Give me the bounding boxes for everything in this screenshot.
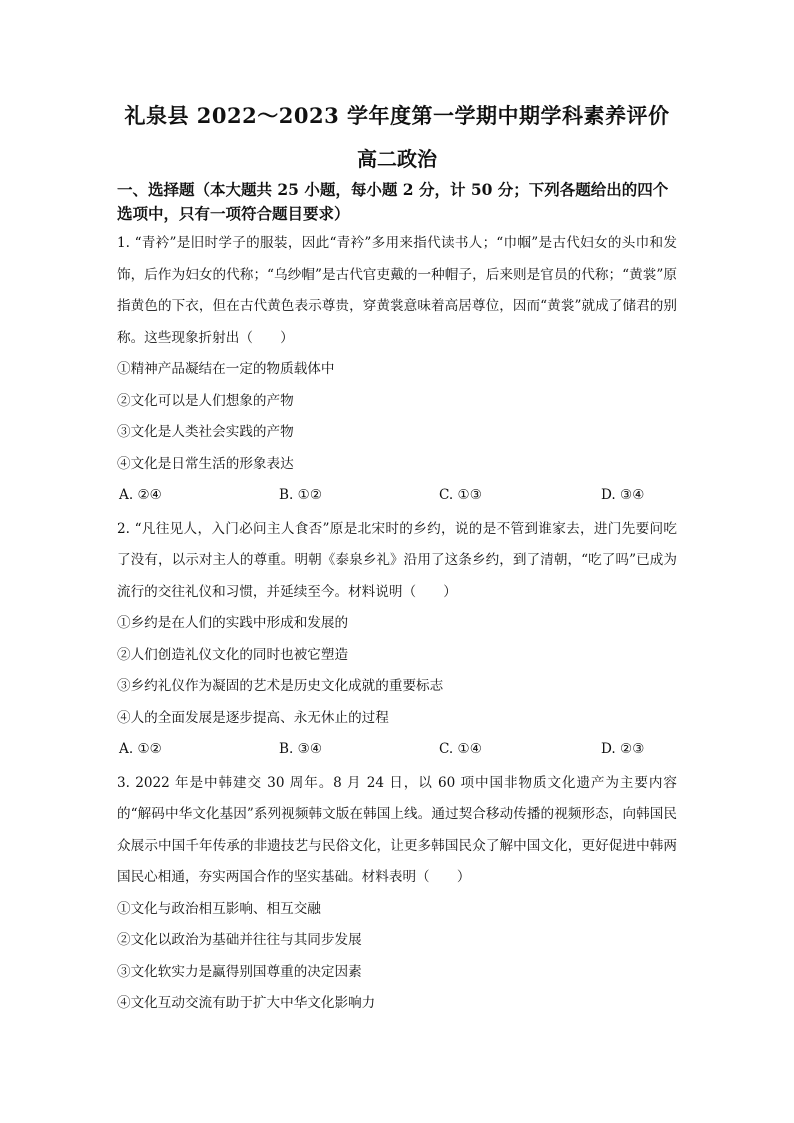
statement-option: ③文化是人类社会实践的产物 xyxy=(117,424,294,440)
statement-option: ③文化软实力是赢得别国尊重的决定因素 xyxy=(117,963,362,980)
section-heading: 一、选择题（本大题共 25 小题，每小题 2 分，计 50 分；下列各题给出的四个选项中，只有一项符合题目要求） xyxy=(117,180,669,223)
statement-option: ①文化与政治相互影响、相互交融 xyxy=(117,900,321,917)
choice-c: C. ①④ xyxy=(439,741,482,757)
question-1 xyxy=(117,228,677,512)
statement-option: ②文化以政治为基础并往往与其同步发展 xyxy=(117,932,362,948)
statement-option: ④人的全面发展是逐步提高、永无休止的过程 xyxy=(117,709,389,726)
statement-option: ②文化可以是人们想象的产物 xyxy=(117,392,294,409)
statement-option: ④文化互动交流有助于扩大中华文化影响力 xyxy=(117,995,376,1011)
exam-title: 礼泉县 2022～2023 学年度第一学期中期学科素养评价 xyxy=(124,103,670,128)
question-stem: 3. 2022 年是中韩建交 30 周年。8 月 24 日，以 60 项中国非物质文化遗产为主要内容的“解码中华文化基因”系列视频韩文版在韩国上线。通过契合移动传播的视频形态，向韩国民众展示中国千年传承的非遗技艺与民俗文化，让更多韩国民众了解中国文化，更好促进中韩两国民心相通，夯实两国合作的坚实基础。材料表明（ ） xyxy=(117,774,677,885)
statement-option: ①乡约是在人们的实践中形成和发展的 xyxy=(117,615,349,631)
question-stem: 2. “凡往见人，入门必问主人食否”原是北宋时的乡约，说的是不管到谁家去，进门先要问吃了没有，以示对主人的尊重。明朝《泰泉乡礼》沿用了这条乡约，到了清朝，“吃了吗”已成为流行的交往礼仪和习惯，并延续至今。材料说明（ ） xyxy=(117,520,677,600)
answer-choices xyxy=(117,734,677,766)
choice-a: A. ①② xyxy=(119,741,162,757)
exam-page xyxy=(117,102,677,1020)
choice-d: D. ③④ xyxy=(601,487,645,503)
answer-choices xyxy=(117,480,677,512)
choice-a: A. ②④ xyxy=(119,487,162,503)
statement-option: ②人们创造礼仪文化的同时也被它塑造 xyxy=(117,646,349,663)
exam-subject: 高二政治 xyxy=(357,147,437,171)
statement-option: ③乡约礼仪作为凝固的艺术是历史文化成就的重要标志 xyxy=(117,678,444,694)
choice-d: D. ②③ xyxy=(601,741,645,757)
statement-option: ④文化是日常生活的形象表达 xyxy=(117,455,294,472)
question-2 xyxy=(117,514,677,766)
choice-c: C. ①③ xyxy=(439,487,482,503)
choice-b: B. ③④ xyxy=(279,741,323,757)
question-stem: 1. “青衿”是旧时学子的服装，因此“青衿”多用来指代读书人；“巾帼”是古代妇女的头巾和发饰，后作为妇女的代称；“乌纱帽”是古代官吏戴的一种帽子，后来则是官员的代称；“黄裳”原指黄色的下衣，但在古代黄色表示尊贵，穿黄裳意味着高居尊位，因而“黄裳”就成了储君的别称。这些现象折射出（ ） xyxy=(117,235,677,346)
statement-option: ①精神产品凝结在一定的物质载体中 xyxy=(117,361,335,377)
question-3 xyxy=(117,768,677,1020)
choice-b: B. ①② xyxy=(279,487,323,503)
